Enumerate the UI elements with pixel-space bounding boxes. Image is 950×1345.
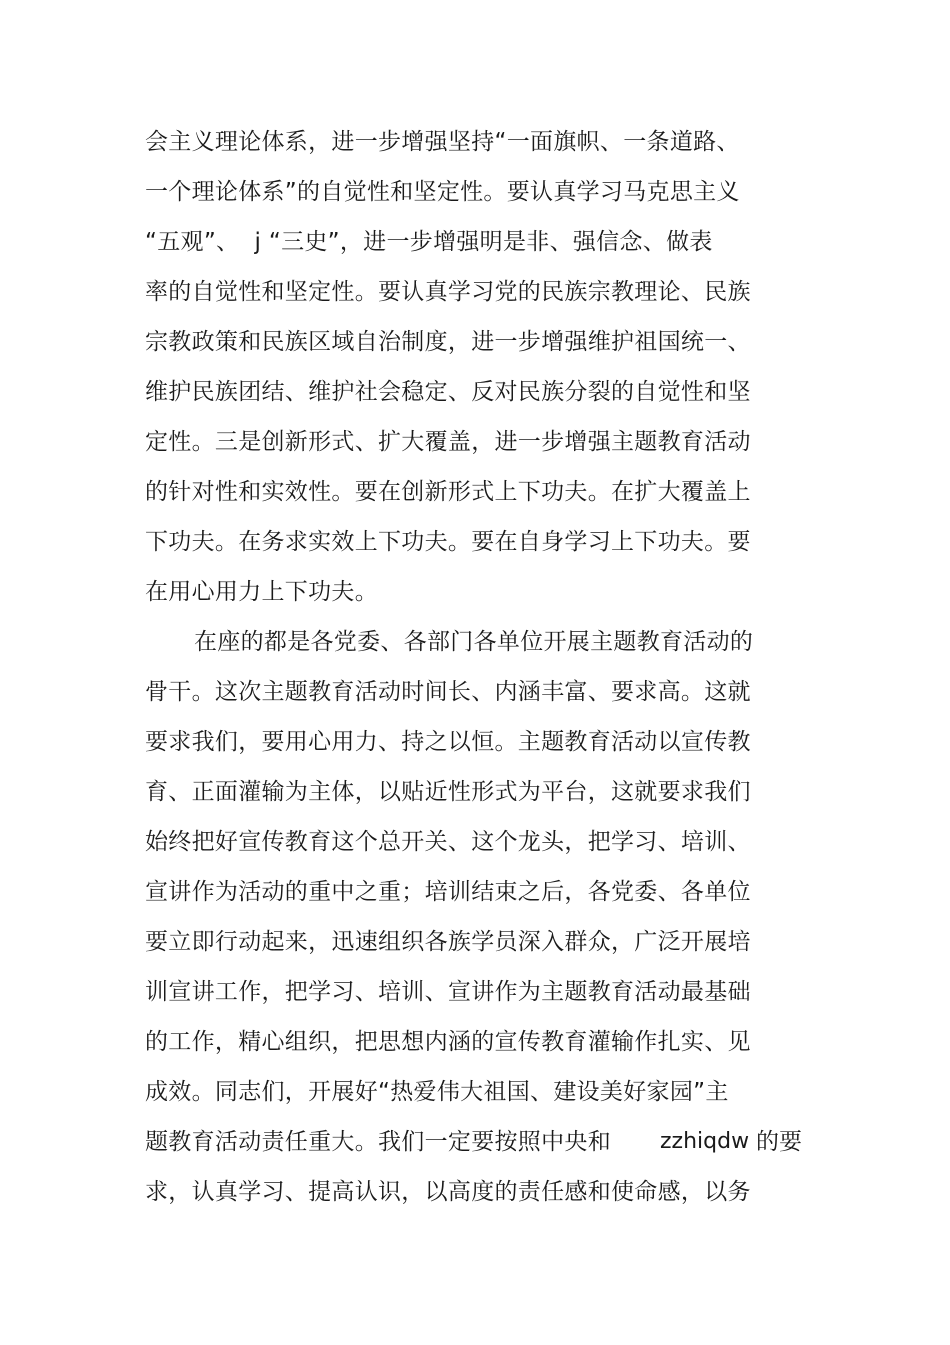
text-line: 题教育活动责任重大。我们一定要按照中央和 — [145, 1129, 611, 1155]
text-line: 求，认真学习、提高认识，以高度的责任感和使命感，以务 — [145, 1179, 751, 1205]
paragraph-first-line: 在座的都是各党委、各部门各单位开展主题教育活动的 — [194, 629, 754, 655]
text-line: 的针对性和实效性。要在创新形式上下功夫。在扩大覆盖上 — [145, 479, 751, 505]
line-tail-text: 的要 — [756, 1129, 802, 1155]
text-line: 训宣讲工作，把学习、培训、宣讲作为主题教育活动最基础 — [145, 979, 751, 1005]
text-line: “五观”、 j “三史”，进一步增强明是非、强信念、做表 — [145, 229, 713, 255]
text-line: 定性。三是创新形式、扩大覆盖，进一步增强主题教育活动 — [145, 429, 751, 455]
text-line: 的工作，精心组织，把思想内涵的宣传教育灌输作扎实、见 — [145, 1029, 751, 1055]
text-line: 在用心用力上下功夫。 — [145, 579, 378, 605]
inline-latin-word: zzhiqdw — [660, 1129, 750, 1154]
text-line: 会主义理论体系，进一步增强坚持“一面旗帜、一条道路、 — [145, 129, 740, 155]
text-line: 率的自觉性和坚定性。要认真学习党的民族宗教理论、民族 — [145, 279, 751, 305]
text-line: 要立即行动起来，迅速组织各族学员深入群众，广泛开展培 — [145, 929, 751, 955]
text-line: 宗教政策和民族区域自治制度，进一步增强维护祖国统一、 — [145, 329, 751, 355]
text-line: 始终把好宣传教育这个总开关、这个龙头，把学习、培训、 — [145, 829, 751, 855]
text-line: 下功夫。在务求实效上下功夫。要在自身学习上下功夫。要 — [145, 529, 751, 555]
text-line: 一个理论体系”的自觉性和坚定性。要认真学习马克思主义 — [145, 179, 740, 205]
text-line: 维护民族团结、维护社会稳定、反对民族分裂的自觉性和坚 — [145, 379, 751, 405]
text-line: 育、正面灌输为主体，以贴近性形式为平台，这就要求我们 — [145, 779, 751, 805]
text-line: 骨干。这次主题教育活动时间长、内涵丰富、要求高。这就 — [145, 679, 751, 705]
text-line: 成效。同志们，开展好“热爱伟大祖国、建设美好家园”主 — [145, 1079, 729, 1105]
text-line: 宣讲作为活动的重中之重；培训结束之后，各党委、各单位 — [145, 879, 751, 905]
text-line: 要求我们，要用心用力、持之以恒。主题教育活动以宣传教 — [145, 729, 751, 755]
